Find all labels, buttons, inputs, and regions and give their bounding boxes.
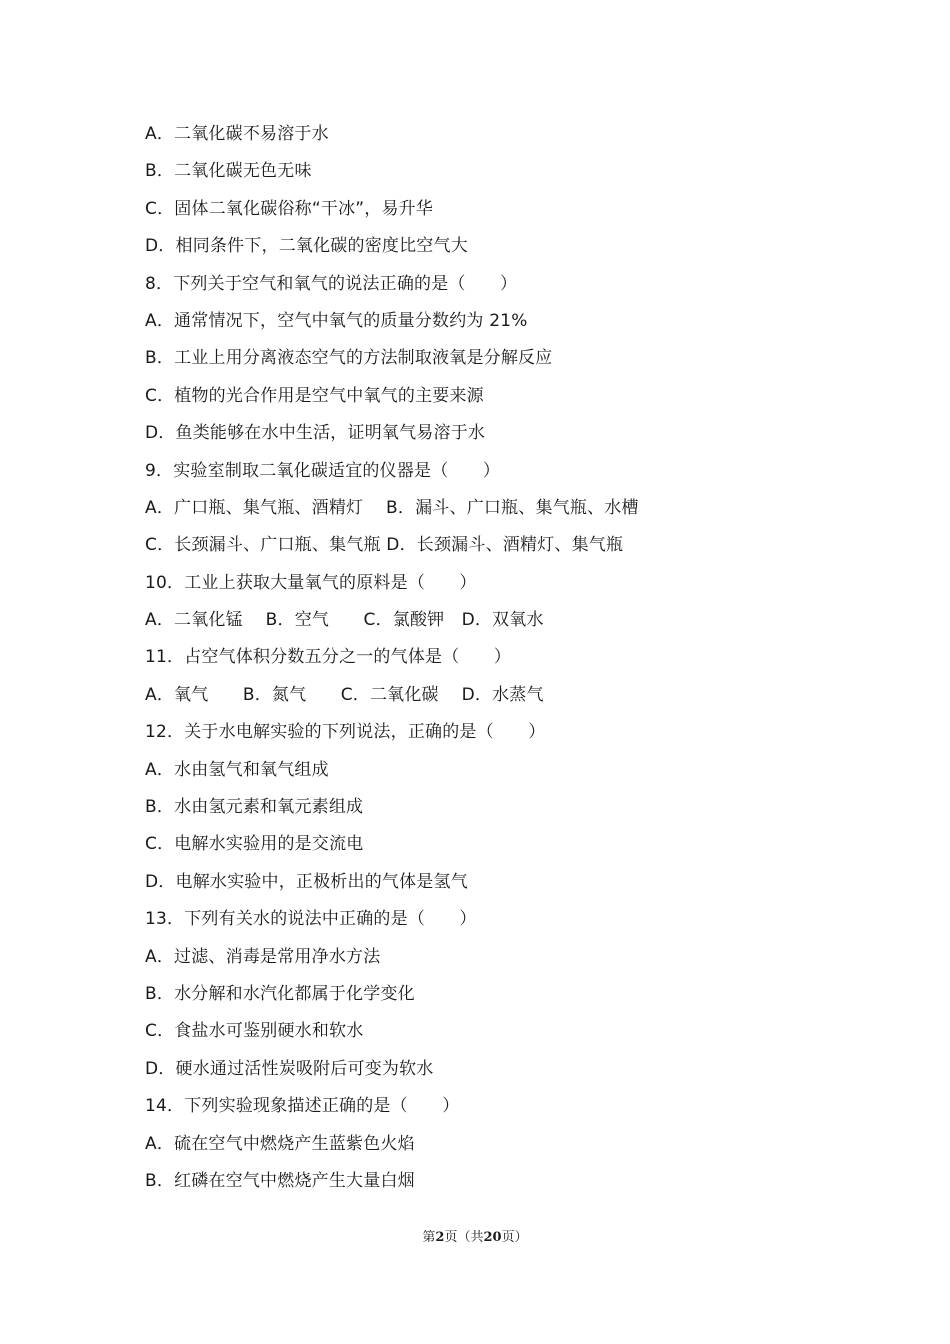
text-line: 14．下列实验现象描述正确的是（ ） — [145, 1096, 460, 1117]
footer-total-pages: 20 — [483, 1230, 502, 1245]
text-line: 9．实验室制取二氧化碳适宜的仪器是（ ） — [145, 460, 501, 481]
question-text-block — [145, 120, 845, 1204]
footer-suffix: 页） — [501, 1230, 528, 1245]
text-line: B．水由氢元素和氧元素组成 — [145, 797, 364, 818]
text-line: C．食盐水可鉴别硬水和软水 — [145, 1021, 364, 1042]
text-line: B．红磷在空气中燃烧产生大量白烟 — [145, 1170, 415, 1191]
footer-prefix: 第 — [422, 1230, 436, 1245]
text-line: 12．关于水电解实验的下列说法，正确的是（ ） — [145, 722, 546, 743]
footer-mid: 页（共 — [444, 1230, 484, 1245]
text-line: A．二氧化锰 B．空气 C．氯酸钾 D．双氧水 — [145, 610, 544, 631]
text-line: C．电解水实验用的是交流电 — [145, 834, 364, 855]
text-line: D．鱼类能够在水中生活，证明氧气易溶于水 — [145, 423, 486, 444]
footer-page-number: 2 — [435, 1230, 445, 1245]
text-line: 8．下列关于空气和氧气的说法正确的是（ ） — [145, 273, 518, 294]
text-line: A．氧气 B．氮气 C．二氧化碳 D．水蒸气 — [145, 684, 544, 705]
text-line: 13．下列有关水的说法中正确的是（ ） — [145, 909, 477, 930]
text-line: A．二氧化碳不易溶于水 — [145, 124, 329, 144]
text-line: A．硫在空气中燃烧产生蓝紫色火焰 — [145, 1133, 415, 1154]
text-line: A．过滤、消毒是常用净水方法 — [145, 946, 381, 967]
text-line: 11．占空气体积分数五分之一的气体是（ ） — [145, 647, 512, 668]
text-line: B．二氧化碳无色无味 — [145, 161, 312, 182]
text-line: B．工业上用分离液态空气的方法制取液氧是分解反应 — [145, 348, 553, 369]
text-line: A．通常情况下，空气中氧气的质量分数约为 21% — [145, 310, 528, 331]
text-line: D．电解水实验中，正极析出的气体是氢气 — [145, 871, 468, 892]
text-line: A．水由氢气和氧气组成 — [145, 759, 329, 780]
text-line: D．相同条件下，二氧化碳的密度比空气大 — [145, 236, 468, 257]
text-line: A．广口瓶、集气瓶、酒精灯 B．漏斗、广口瓶、集气瓶、水槽 — [145, 497, 639, 518]
text-line: C．植物的光合作用是空气中氧气的主要来源 — [145, 385, 484, 406]
text-line: B．水分解和水汽化都属于化学变化 — [145, 983, 415, 1004]
text-line: 10．工业上获取大量氧气的原料是（ ） — [145, 572, 477, 593]
text-line: C．长颈漏斗、广口瓶、集气瓶 D．长颈漏斗、酒精灯、集气瓶 — [145, 535, 624, 556]
page-footer — [0, 1226, 950, 1245]
text-line: D．硬水通过活性炭吸附后可变为软水 — [145, 1058, 434, 1079]
text-line: C．固体二氧化碳俗称“干冰”，易升华 — [145, 198, 434, 219]
